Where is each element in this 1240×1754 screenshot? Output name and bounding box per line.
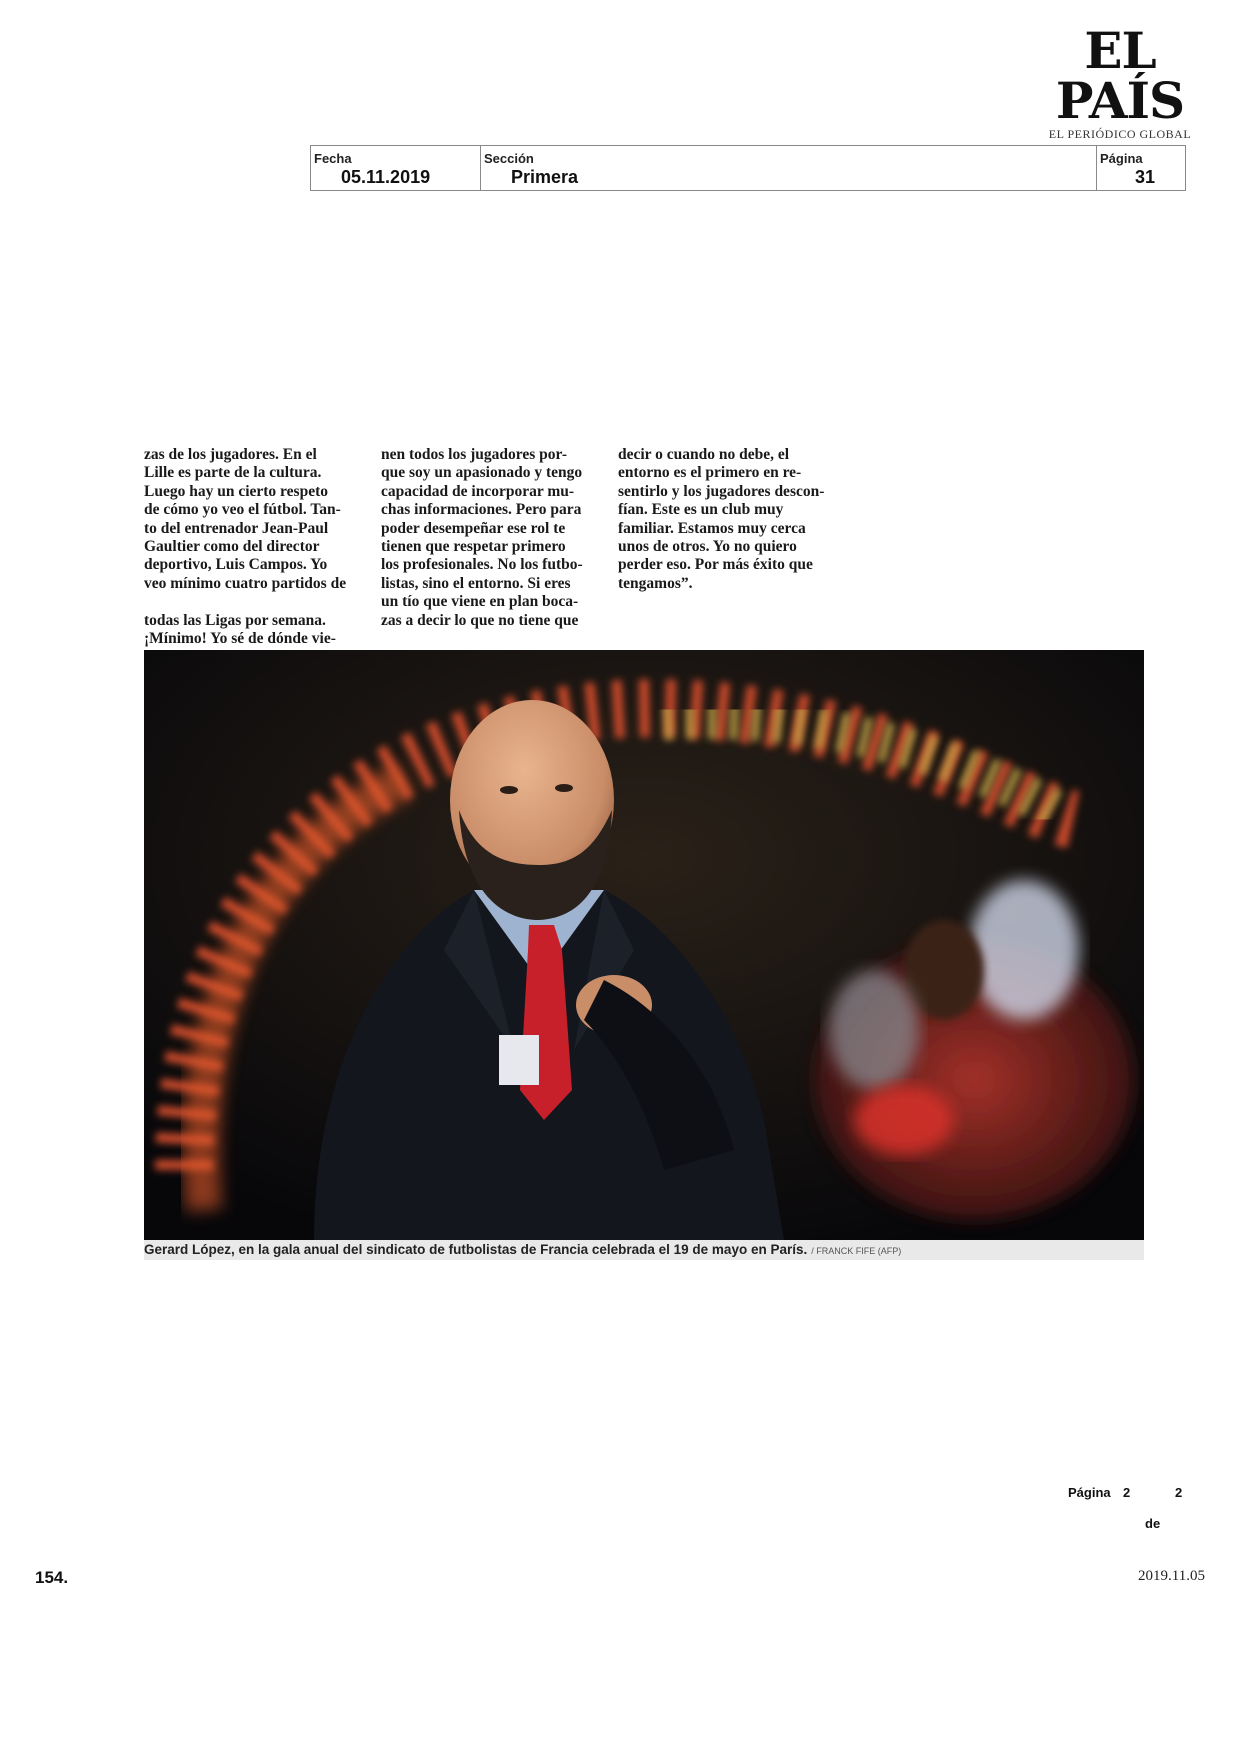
fecha-cell bbox=[311, 146, 481, 190]
pagina-value: 31 bbox=[1134, 167, 1155, 187]
pagina-cell bbox=[1097, 146, 1185, 190]
pager-current: 2 bbox=[1123, 1485, 1131, 1500]
seccion-label: Sección bbox=[484, 151, 534, 166]
article-column-3: decir o cuando no debe, el entorno es el primero en re- sentirlo y los jugadores descon- fían. Este es un club muy familiar. Estamos muy cerca unos de otros. Yo no quiero perder eso. Por más éxito que tengamos”. bbox=[618, 446, 825, 592]
photo-credit: / FRANCK FIFE (AFP) bbox=[811, 1246, 902, 1256]
pager-total: 2 bbox=[1175, 1485, 1183, 1500]
footer-date: 2019.11.05 bbox=[1138, 1568, 1205, 1584]
fecha-label: Fecha bbox=[314, 151, 352, 166]
pager-label: Página bbox=[1068, 1485, 1111, 1500]
pagina-label: Página bbox=[1100, 151, 1143, 166]
photo-caption-bar bbox=[144, 1240, 1144, 1260]
logo-title: EL PAÍS bbox=[1055, 21, 1185, 130]
fecha-value: 05.11.2019 bbox=[341, 167, 431, 187]
article-photo bbox=[144, 650, 1144, 1240]
pager-de: de bbox=[1145, 1516, 1161, 1531]
el-pais-logo bbox=[1020, 21, 1220, 142]
article-column-2: nen todos los jugadores por- que soy un apasionado y tengo capacidad de incorporar mu- chas informaciones. Pero para poder desempeñar ese rol te tienen que respetar primero los profesionales. No los futbo- listas, sino el entorno. Si eres un tío que viene en plan boca- zas a decir lo que no tiene que bbox=[381, 446, 583, 629]
seccion-value: Primera bbox=[511, 167, 579, 187]
seccion-cell bbox=[481, 146, 1097, 190]
photo-caption: Gerard López, en la gala anual del sindicato de futbolistas de Francia celebrada el 19 de mayo en París. bbox=[144, 1242, 808, 1257]
publication-meta-table bbox=[310, 145, 1186, 191]
article-column-1: zas de los jugadores. En el Lille es parte de la cultura. Luego hay un cierto respeto de cómo yo veo el fútbol. Tan- to del entrenador Jean-Paul Gaultier como del director deportivo, Luis Campos. Yo veo mínimo cuatro partidos de todas las Ligas por semana. ¡Mínimo! Yo sé de dónde vie- bbox=[144, 446, 347, 648]
logo-subtitle: EL PERIÓDICO GLOBAL bbox=[1048, 127, 1192, 141]
photo-illustration bbox=[144, 650, 1144, 1240]
footer-clipping-number: 154. bbox=[35, 1568, 69, 1587]
